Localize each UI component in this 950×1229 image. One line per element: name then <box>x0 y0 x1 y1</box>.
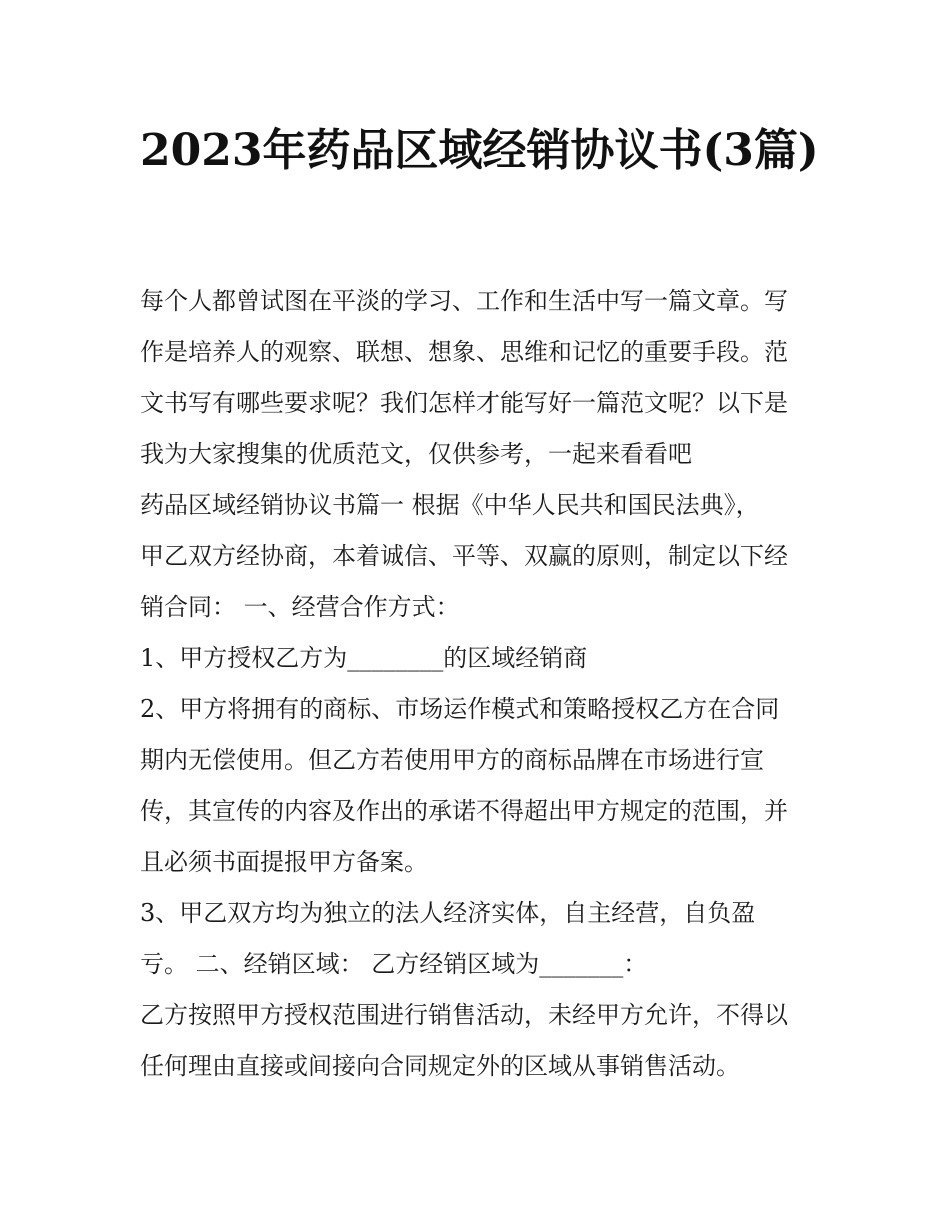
body-line-15: 乙方按照甲方授权范围进行销售活动，未经甲方允许，不得以 <box>140 1001 788 1029</box>
body-line-12: 且必须书面提报甲方备案。 <box>140 848 428 876</box>
document-title: 2023年药品区域经销协议书(3篇) <box>140 125 819 176</box>
body-line-7: 销合同： 一、经营合作方式： <box>140 593 460 621</box>
body-line-3: 文书写有哪些要求呢？我们怎样才能写好一篇范文呢？以下是 <box>140 389 788 417</box>
body-line-14: 亏。 二、经销区域： 乙方经销区域为_______： <box>140 950 648 978</box>
body-line-6: 甲乙双方经协商，本着诚信、平等、双赢的原则，制定以下经 <box>140 542 788 570</box>
body-line-2: 作是培养人的观察、联想、想象、思维和记忆的重要手段。范 <box>140 338 788 366</box>
body-line-4: 我为大家搜集的优质范文，仅供参考，一起来看看吧 <box>140 440 692 468</box>
body-line-1: 每个人都曾试图在平淡的学习、工作和生活中写一篇文章。写 <box>140 287 788 315</box>
body-line-8: 1、甲方授权乙方为________的区域经销商 <box>140 644 588 672</box>
body-line-11: 传，其宣传的内容及作出的承诺不得超出甲方规定的范围，并 <box>140 797 788 825</box>
body-line-10: 期内无偿使用。但乙方若使用甲方的商标品牌在市场进行宣 <box>140 746 764 774</box>
body-line-13: 3、甲乙双方均为独立的法人经济实体，自主经营，自负盈 <box>140 899 756 927</box>
body-line-5: 药品区域经销协议书篇一 根据《中华人民共和国民法典》， <box>140 491 760 519</box>
body-line-9: 2、甲方将拥有的商标、市场运作模式和策略授权乙方在合同 <box>140 695 780 723</box>
body-line-16: 任何理由直接或间接向合同规定外的区域从事销售活动。 <box>140 1052 740 1080</box>
